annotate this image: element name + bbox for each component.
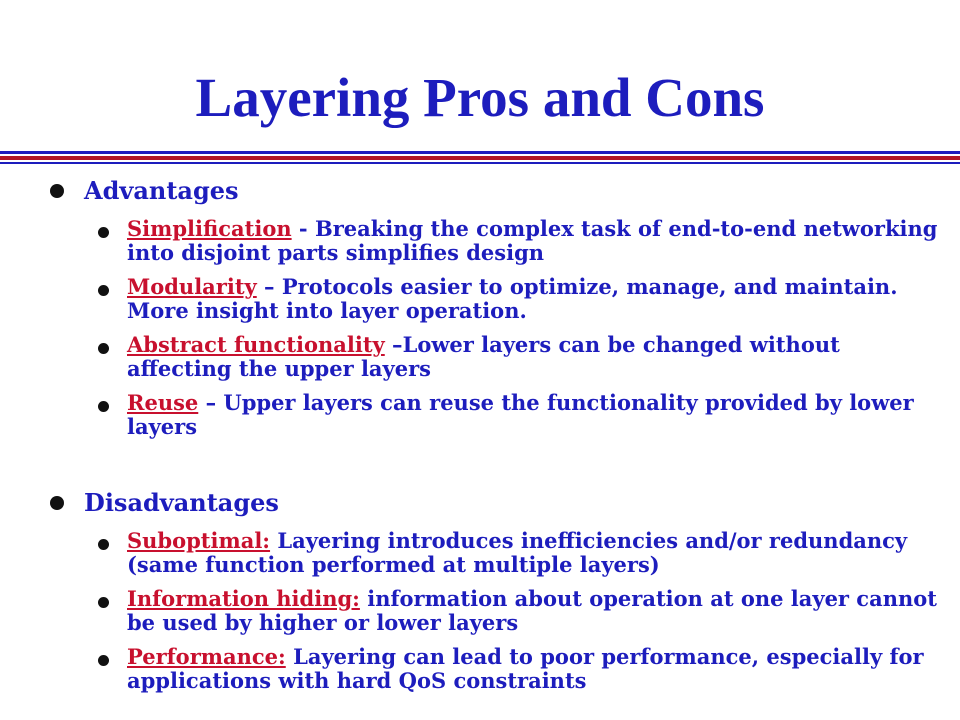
item-description: Protocols easier to optimize, manage, and maintain. More insight into layer operation. <box>127 274 898 323</box>
item-description: Upper layers can reuse the functionality provided by lower layers <box>127 390 914 439</box>
item-term: Modularity <box>127 274 257 299</box>
bullet-icon <box>98 285 109 296</box>
slide-title: Layering Pros and Cons <box>195 67 765 128</box>
title-rule-top <box>0 151 960 154</box>
bullet-icon <box>98 539 109 550</box>
list-item <box>98 275 940 323</box>
advantages-list <box>50 217 940 439</box>
item-term: Information hiding: <box>127 586 360 611</box>
list-item <box>98 645 940 693</box>
disadvantages-list <box>50 529 940 693</box>
item-separator: - <box>291 216 315 241</box>
list-item <box>98 391 940 439</box>
disadvantages-heading-label: Disadvantages <box>84 488 279 517</box>
list-item <box>98 587 940 635</box>
item-separator: – <box>256 274 282 299</box>
disadvantages-heading <box>50 488 940 517</box>
item-separator: – <box>198 390 224 415</box>
bullet-icon <box>50 184 64 198</box>
item-term: Simplification <box>127 216 292 241</box>
item-description: Layering introduces inefficiencies and/or redundancy (same function performed at multiple layers) <box>127 528 908 577</box>
list-item <box>98 217 940 265</box>
list-item <box>98 529 940 577</box>
item-term: Performance: <box>127 644 286 669</box>
title-rule-middle <box>0 156 960 160</box>
disadvantages-section <box>50 488 940 703</box>
advantages-heading <box>50 176 940 205</box>
bullet-icon <box>98 227 109 238</box>
item-description: Lower layers can be changed without affecting the upper layers <box>127 332 840 381</box>
bullet-icon <box>50 496 64 510</box>
item-term: Reuse <box>127 390 199 415</box>
advantages-section <box>50 176 940 449</box>
item-separator: – <box>384 332 403 357</box>
item-description: Layering can lead to poor performance, especially for applications with hard QoS constraints <box>127 644 924 693</box>
title-rule-bottom <box>0 162 960 164</box>
bullet-icon <box>98 597 109 608</box>
item-separator <box>286 644 293 669</box>
item-description: information about operation at one layer cannot be used by higher or lower layers <box>127 586 937 635</box>
bullet-icon <box>98 655 109 666</box>
item-term: Suboptimal: <box>127 528 271 553</box>
item-description: Breaking the complex task of end-to-end networking into disjoint parts simplifies design <box>127 216 938 265</box>
item-term: Abstract functionality <box>127 332 385 357</box>
bullet-icon <box>98 401 109 412</box>
list-item <box>98 333 940 381</box>
bullet-icon <box>98 343 109 354</box>
advantages-heading-label: Advantages <box>84 176 239 205</box>
